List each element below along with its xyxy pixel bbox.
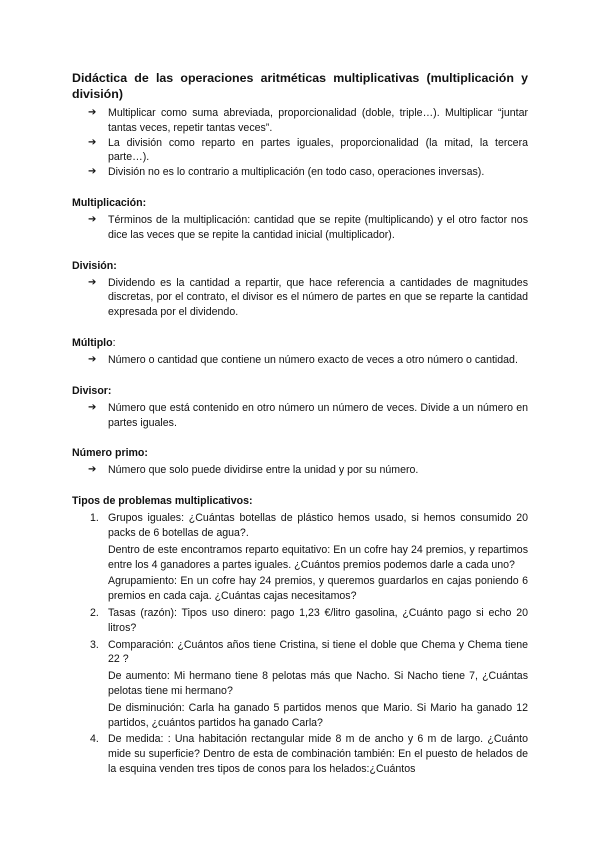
document-title: Didáctica de las operaciones aritméticas multiplicativas (multiplicación y división)	[72, 71, 528, 101]
multiplicacion-list	[72, 213, 528, 243]
problem-paragraph: De disminución: Carla ha ganado 5 partidos menos que Mario. Si Mario ha ganado 12 partidos, ¿cuántos partidos ha ganado Carla?	[108, 701, 528, 729]
problem-item	[90, 606, 528, 636]
list-item: ➔ División no es lo contrario a multiplicación (en todo caso, operaciones inversas).	[88, 166, 485, 179]
problem-paragraph: Tasas (razón): Tipos uso dinero: pago 1,23 €/litro gasolina, ¿Cuánto pago si echo 20 litros?	[108, 606, 528, 634]
arrow-icon: ➔	[88, 136, 97, 148]
problems-list	[72, 511, 528, 777]
arrow-icon: ➔	[88, 107, 97, 118]
section-title-multiplicacion: Multiplicación:	[72, 196, 147, 209]
section-title-division: División:	[72, 259, 117, 272]
list-item: ➔ La división como reparto en partes iguales, proporcionalidad (la mitad, la tercera parte…).	[88, 136, 528, 164]
list-item: ➔ Términos de la multiplicación: cantidad que se repite (multiplicando) y el otro factor nos dice las veces que se repite la cantidad inicial (multiplicador).	[88, 213, 528, 241]
arrow-icon: ➔	[88, 276, 97, 288]
list-item: ➔ Número que solo puede dividirse entre la unidad y por su número.	[88, 464, 419, 477]
arrow-icon: ➔	[88, 353, 97, 365]
arrow-icon: ➔	[88, 166, 97, 178]
primo-list	[72, 463, 528, 478]
problem-paragraph: Grupos iguales: ¿Cuántas botellas de plástico hemos usado, si hemos consumido 20 packs de 6 botellas de agua?.	[108, 512, 528, 539]
problem-number: 4.	[90, 733, 99, 746]
divisor-list	[72, 401, 528, 431]
section-title-multiplo: Múltiplo:	[72, 336, 116, 349]
arrow-icon: ➔	[88, 464, 97, 476]
list-item: ➔ Número que está contenido en otro número un número de veces. Divide a un número en partes iguales.	[88, 401, 528, 429]
problem-number: 1.	[90, 512, 99, 525]
section-title-problemas: Tipos de problemas multiplicativos:	[72, 495, 253, 508]
problem-number: 2.	[90, 606, 99, 619]
problem-paragraph: De aumento: Mi hermano tiene 8 pelotas más que Nacho. Si Nacho tiene 7, ¿Cuántas pelotas tiene mi hermano?	[108, 670, 528, 697]
problem-paragraph: Dentro de este encontramos reparto equitativo: En un cofre hay 24 premios, y repartimos entre los 4 ganadores a partes iguales. ¿Cuántos premios podemos darle a cada uno?	[108, 543, 528, 571]
problem-paragraph: Agrupamiento: En un cofre hay 24 premios, y queremos guardarlos en cajas poniendo 6 premios en cada caja. ¿Cuántas cajas necesitamos?	[108, 575, 528, 603]
multiplo-list	[72, 353, 528, 368]
problem-item	[90, 511, 528, 604]
list-item: ➔ Multiplicar como suma abreviada, proporcionalidad (doble, triple…). Multiplicar “juntar tantas veces, repetir tantas veces”.	[88, 107, 528, 134]
list-item: ➔ Número o cantidad que contiene un número exacto de veces a otro número o cantidad.	[88, 353, 518, 366]
section-title-primo: Número primo:	[72, 447, 148, 460]
arrow-icon: ➔	[88, 213, 97, 225]
intro-list	[72, 106, 528, 180]
division-list	[72, 276, 528, 320]
document-page	[72, 70, 528, 779]
problem-item	[90, 732, 528, 776]
section-title-divisor: Divisor:	[72, 384, 112, 397]
problem-paragraph: De medida: : Una habitación rectangular mide 8 m de ancho y 6 m de largo. ¿Cuánto mide su superficie? Dentro de esta de combinación también: En el puesto de helados de la esquina venden tres tipos de conos para los helados:¿Cuántos	[108, 733, 528, 775]
problem-paragraph: Comparación: ¿Cuántos años tiene Cristina, si tiene el doble que Chema y Chema tiene 22 ?	[108, 638, 528, 666]
problem-item	[90, 638, 528, 731]
arrow-icon: ➔	[88, 401, 97, 413]
problem-number: 3.	[90, 638, 99, 651]
list-item: ➔ Dividendo es la cantidad a repartir, que hace referencia a cantidades de magnitudes discretas, por el contrato, el divisor es el número de partes en que se reparte la cantidad expresada por el dividendo.	[88, 276, 528, 319]
